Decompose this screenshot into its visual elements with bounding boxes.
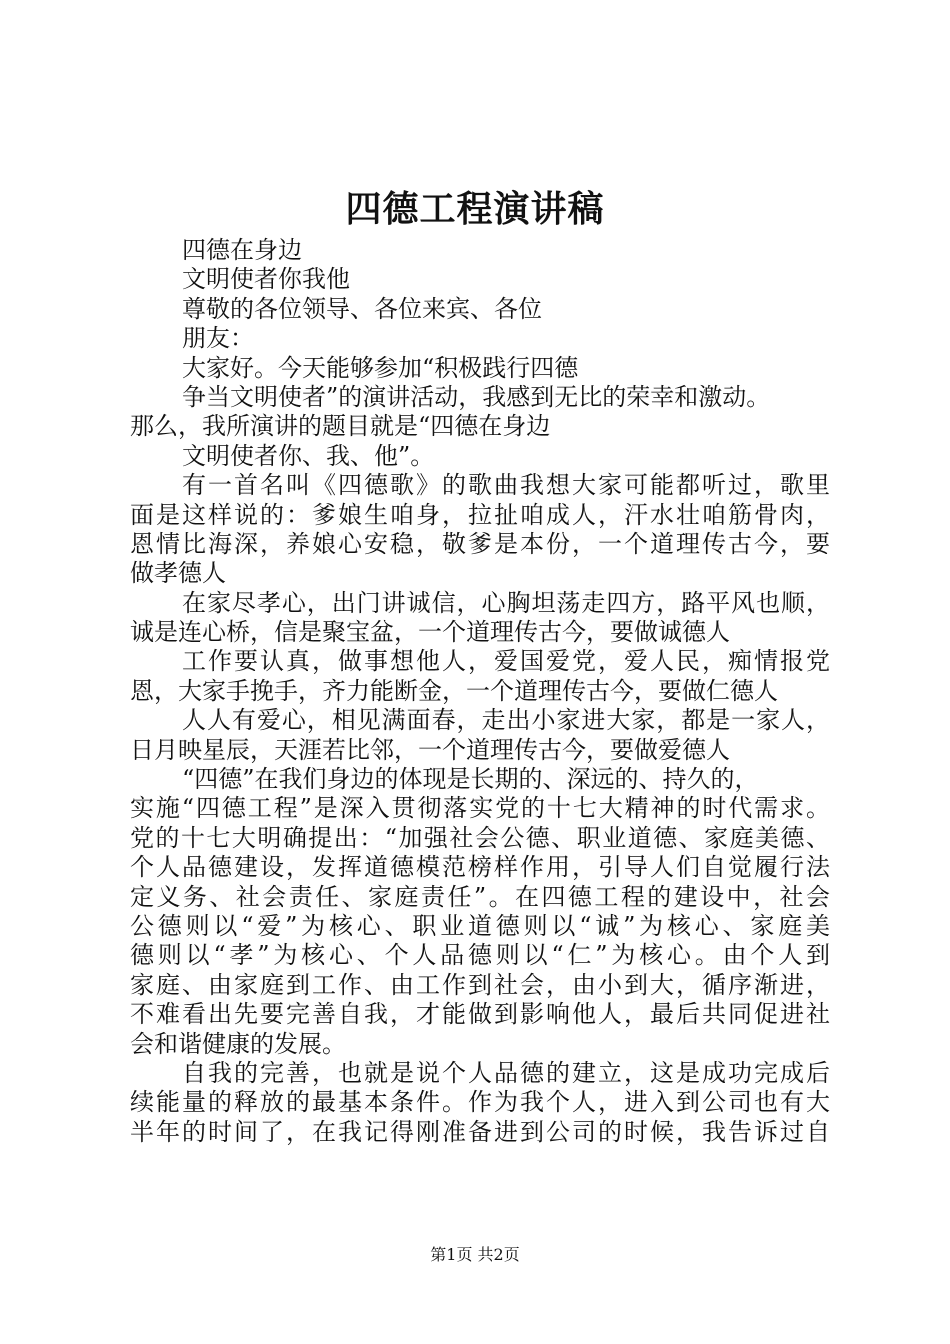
text-line: 工作要认真，做事想他人，爱国爱党，爱人民，痴情报党 xyxy=(182,647,830,676)
document-body xyxy=(130,236,830,1147)
text-line: 公德则以“爱”为核心、职业道德则以“诚”为核心、家庭美 xyxy=(130,911,830,940)
text-line: 实施“四德工程”是深入贯彻落实党的十七大精神的时代需求。 xyxy=(130,794,830,823)
text-line: 恩情比海深，养娘心安稳，敬爹是本份，一个道理传古今，要 xyxy=(130,529,830,558)
text-line: 争当文明使者”的演讲活动，我感到无比的荣幸和激动。 xyxy=(182,382,771,411)
text-line: 朋友： xyxy=(182,324,254,353)
text-line: 文明使者你、我、他”。 xyxy=(182,441,435,470)
text-line: 有一首名叫《四德歌》的歌曲我想大家可能都听过，歌里 xyxy=(182,471,830,500)
text-line: 续能量的释放的最基本条件。作为我个人，进入到公司也有大 xyxy=(130,1088,830,1117)
text-line: 四德在身边 xyxy=(182,236,302,264)
page-number-footer: 第1页 共2页 xyxy=(430,1245,520,1264)
text-line: 会和谐健康的发展。 xyxy=(130,1029,346,1058)
text-line: 半年的时间了，在我记得刚准备进到公司的时候，我告诉过自 xyxy=(130,1117,830,1146)
text-line: 党的十七大明确提出：“加强社会公德、职业道德、家庭美德、 xyxy=(130,823,830,852)
text-line: 家庭、由家庭到工作、由工作到社会，由小到大，循序渐进， xyxy=(130,970,830,999)
text-line: 不难看出先要完善自我，才能做到影响他人，最后共同促进社 xyxy=(130,1000,830,1029)
text-line: 人人有爱心，相见满面春，走出小家进大家，都是一家人， xyxy=(182,706,830,735)
text-line: “四德”在我们身边的体现是长期的、深远的、持久的， xyxy=(182,765,759,794)
document-title: 四德工程演讲稿 xyxy=(345,188,605,230)
text-line: 德则以“孝”为核心、个人品德则以“仁”为核心。由个人到 xyxy=(130,941,830,970)
text-line: 诚是连心桥，信是聚宝盆，一个道理传古今，要做诚德人 xyxy=(130,618,730,647)
text-line: 恩，大家手挽手，齐力能断金，一个道理传古今，要做仁德人 xyxy=(130,676,778,705)
text-line: 日月映星辰，天涯若比邻，一个道理传古今，要做爱德人 xyxy=(130,735,730,764)
text-line: 大家好。今天能够参加“积极践行四德 xyxy=(182,353,579,382)
text-line: 在家尽孝心，出门讲诚信，心胸坦荡走四方，路平风也顺， xyxy=(182,588,830,617)
text-line: 个人品德建设，发挥道德模范榜样作用，引导人们自觉履行法 xyxy=(130,853,830,882)
text-line: 定义务、社会责任、家庭责任”。在四德工程的建设中，社会 xyxy=(130,882,830,911)
text-line: 面是这样说的：爹娘生咱身，拉扯咱成人，汗水壮咱筋骨肉， xyxy=(130,500,830,529)
text-line: 做孝德人 xyxy=(130,559,226,588)
text-line: 那么，我所演讲的题目就是“四德在身边 xyxy=(130,412,551,441)
text-line: 尊敬的各位领导、各位来宾、各位 xyxy=(182,294,542,323)
text-line: 自我的完善，也就是说个人品德的建立，这是成功完成后 xyxy=(182,1058,830,1087)
text-line: 文明使者你我他 xyxy=(182,265,350,294)
